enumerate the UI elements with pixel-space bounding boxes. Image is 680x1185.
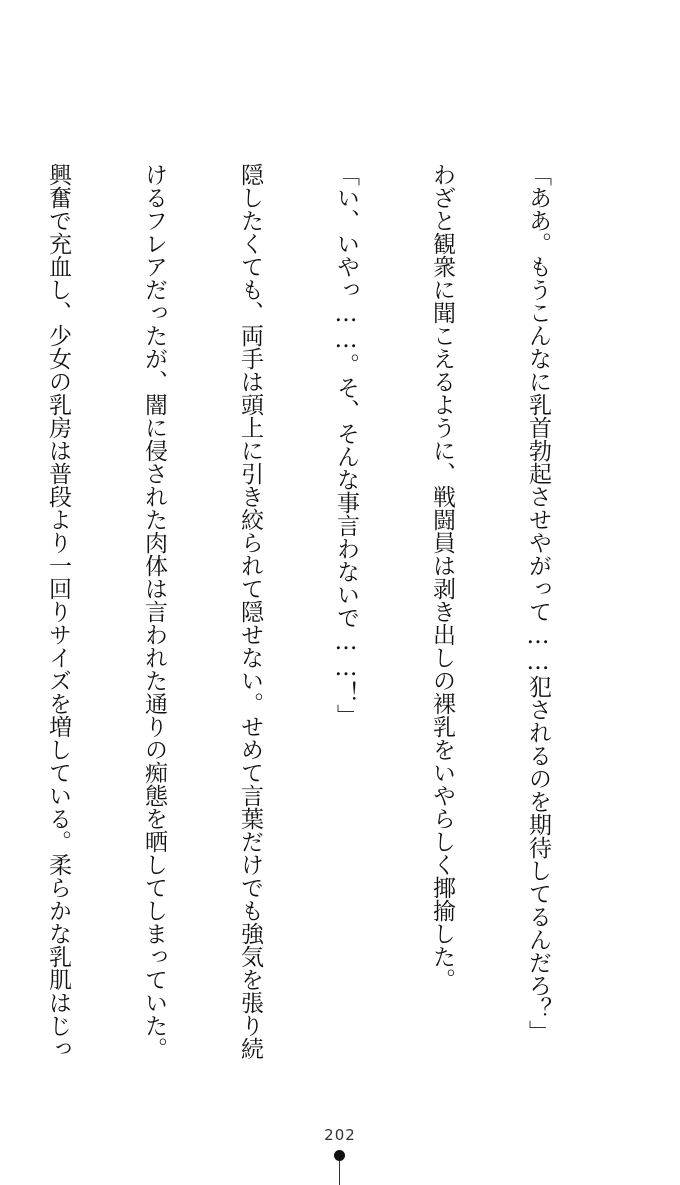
text-line: 隠したくても、両手は頭上に引き絞られて隠せない。せめて言葉だけでも強気を張り続 [237, 163, 263, 1060]
page-number: 202 [324, 1126, 356, 1144]
page-marker-line [339, 1161, 340, 1185]
text-line: 興奮で充血し、少女の乳房は普段より一回りサイズを増している。柔らかな乳肌はじっ [45, 163, 71, 1060]
text-line: わざと観衆に聞こえるように、戦闘員は剥き出しの裸乳をいやらしく揶揄した。 [429, 163, 455, 991]
text-line: 「い、いやっ……。そ、そんな事言わないで……！」 [333, 163, 359, 727]
vertical-text-block [0, 163, 618, 1060]
page-marker-dot [334, 1150, 345, 1161]
text-line: 「ああ。もうこんなに乳首勃起させやがって……犯されるのを期待してるんだろ？」 [525, 163, 551, 1043]
text-line: けるフレアだったが、闇に侵された肉体は言われた通りの痴態を晒してしまっていた。 [141, 163, 167, 1060]
